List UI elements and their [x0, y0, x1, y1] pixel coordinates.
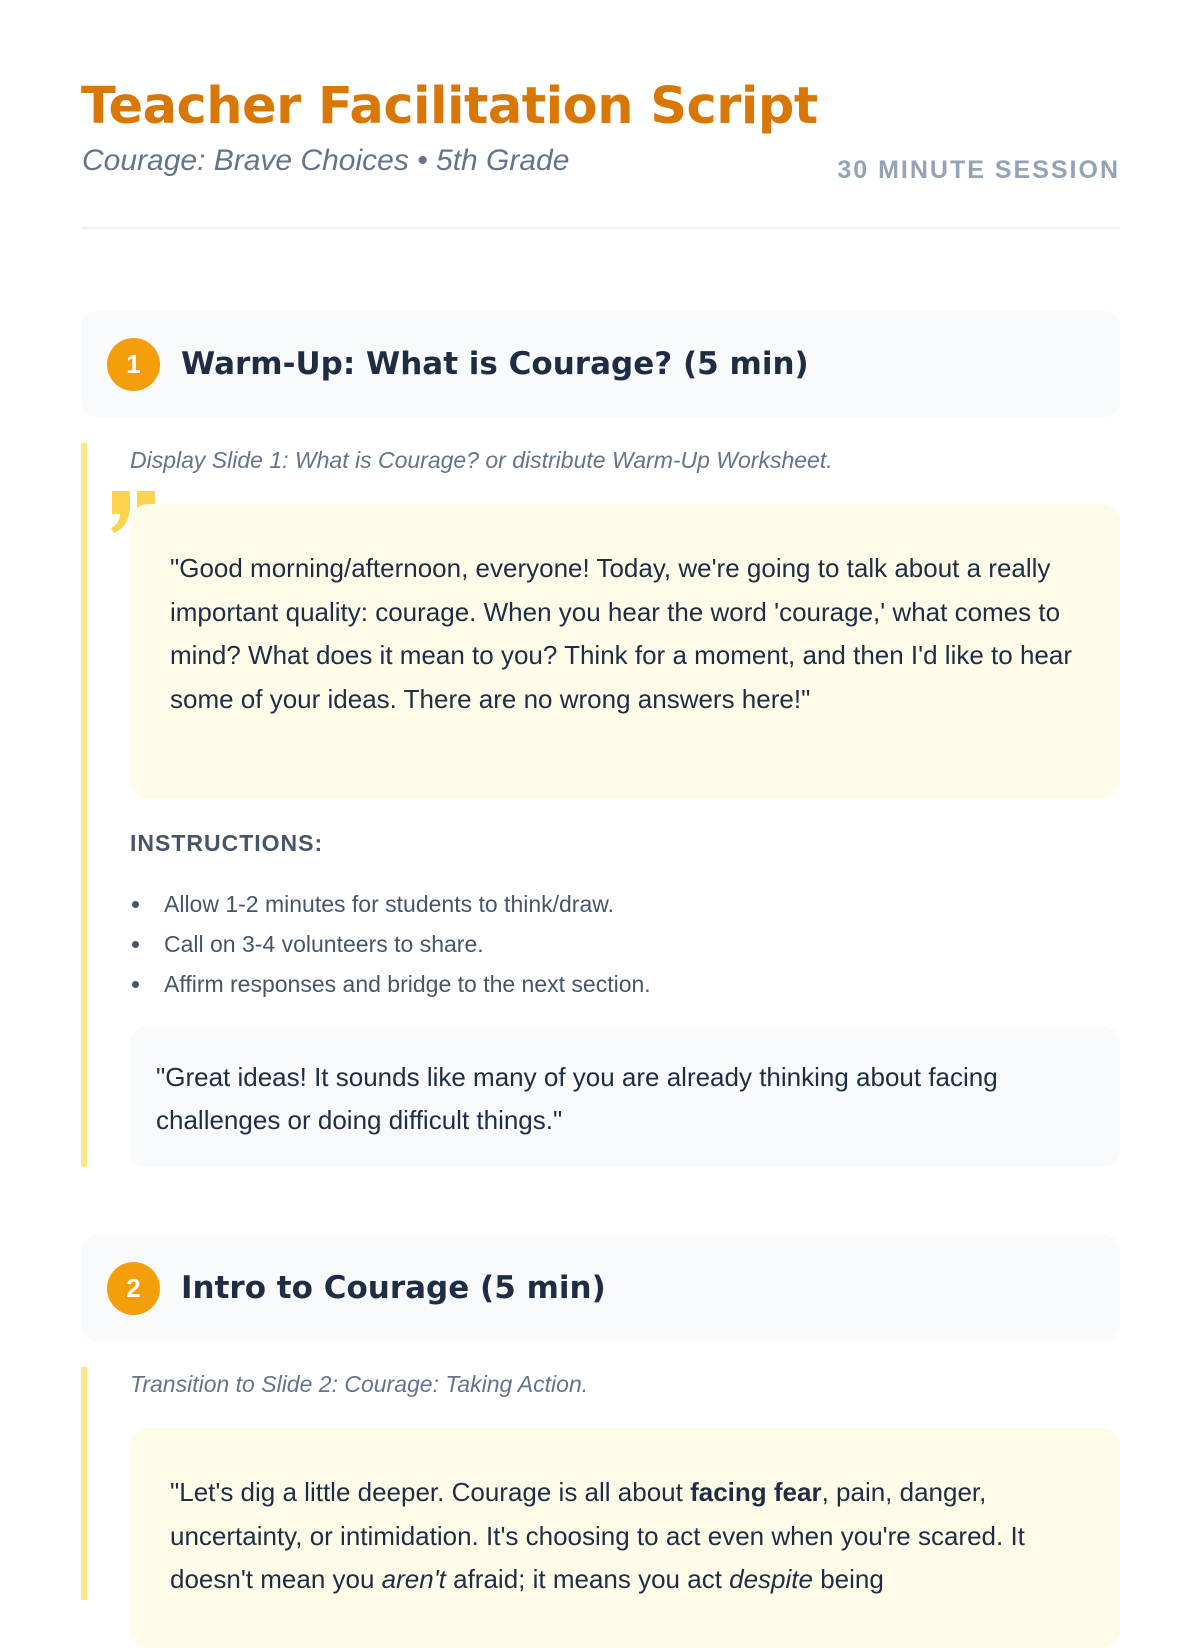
section-body-warm-up	[81, 443, 1126, 1167]
section-body-intro	[81, 1367, 1126, 1600]
instructions-list	[130, 884, 651, 1004]
script-text: being	[812, 1564, 884, 1594]
script-text: afraid; it means you act	[445, 1564, 730, 1594]
teacher-script: "Good morning/afternoon, everyone! Today, we're going to talk about a really important quality: courage. When you hear the word 'courage,' what comes to mind? What does it mean to you? Think for a moment, and then I'd like to hear some of your ideas. There are no wrong answers here!"	[130, 504, 1120, 799]
page-subtitle: Courage: Brave Choices • 5th Grade	[82, 144, 570, 177]
emphasis-text: aren't	[381, 1564, 446, 1594]
section-header-intro	[81, 1235, 1120, 1341]
session-length-label: 30 MINUTE SESSION	[837, 156, 1120, 184]
script-text: "Let's dig a little deeper. Courage is all about	[170, 1477, 691, 1507]
document-header	[81, 76, 1120, 184]
page-title: Teacher Facilitation Script	[81, 77, 818, 136]
teacher-direction: Transition to Slide 2: Courage: Taking Action.	[130, 1371, 589, 1397]
script-text: , pain, danger, uncertainty, or intimidation. It's choosing to act even when you're scared. It doesn't mean you	[170, 1477, 1025, 1594]
list-item: Allow 1-2 minutes for students to think/draw.	[130, 884, 651, 924]
emphasis-text: facing fear	[690, 1477, 822, 1507]
section-title: Warm-Up: What is Courage? (5 min)	[181, 346, 809, 382]
section-number-badge: 1	[107, 338, 160, 391]
section-title: Intro to Courage (5 min)	[181, 1270, 606, 1306]
section-header-warm-up	[81, 311, 1120, 417]
emphasis-text: despite	[729, 1564, 813, 1594]
header-divider	[81, 227, 1120, 229]
section-number-badge: 2	[107, 1262, 160, 1315]
bridge-script: "Great ideas! It sounds like many of you are already thinking about facing challenges or doing difficult things."	[130, 1027, 1120, 1167]
teacher-script	[130, 1428, 1120, 1648]
list-item: Call on 3-4 volunteers to share.	[130, 924, 651, 964]
teacher-direction: Display Slide 1: What is Courage? or distribute Warm-Up Worksheet.	[130, 447, 833, 473]
instructions-label: INSTRUCTIONS:	[130, 830, 324, 856]
list-item: Affirm responses and bridge to the next section.	[130, 964, 651, 1004]
